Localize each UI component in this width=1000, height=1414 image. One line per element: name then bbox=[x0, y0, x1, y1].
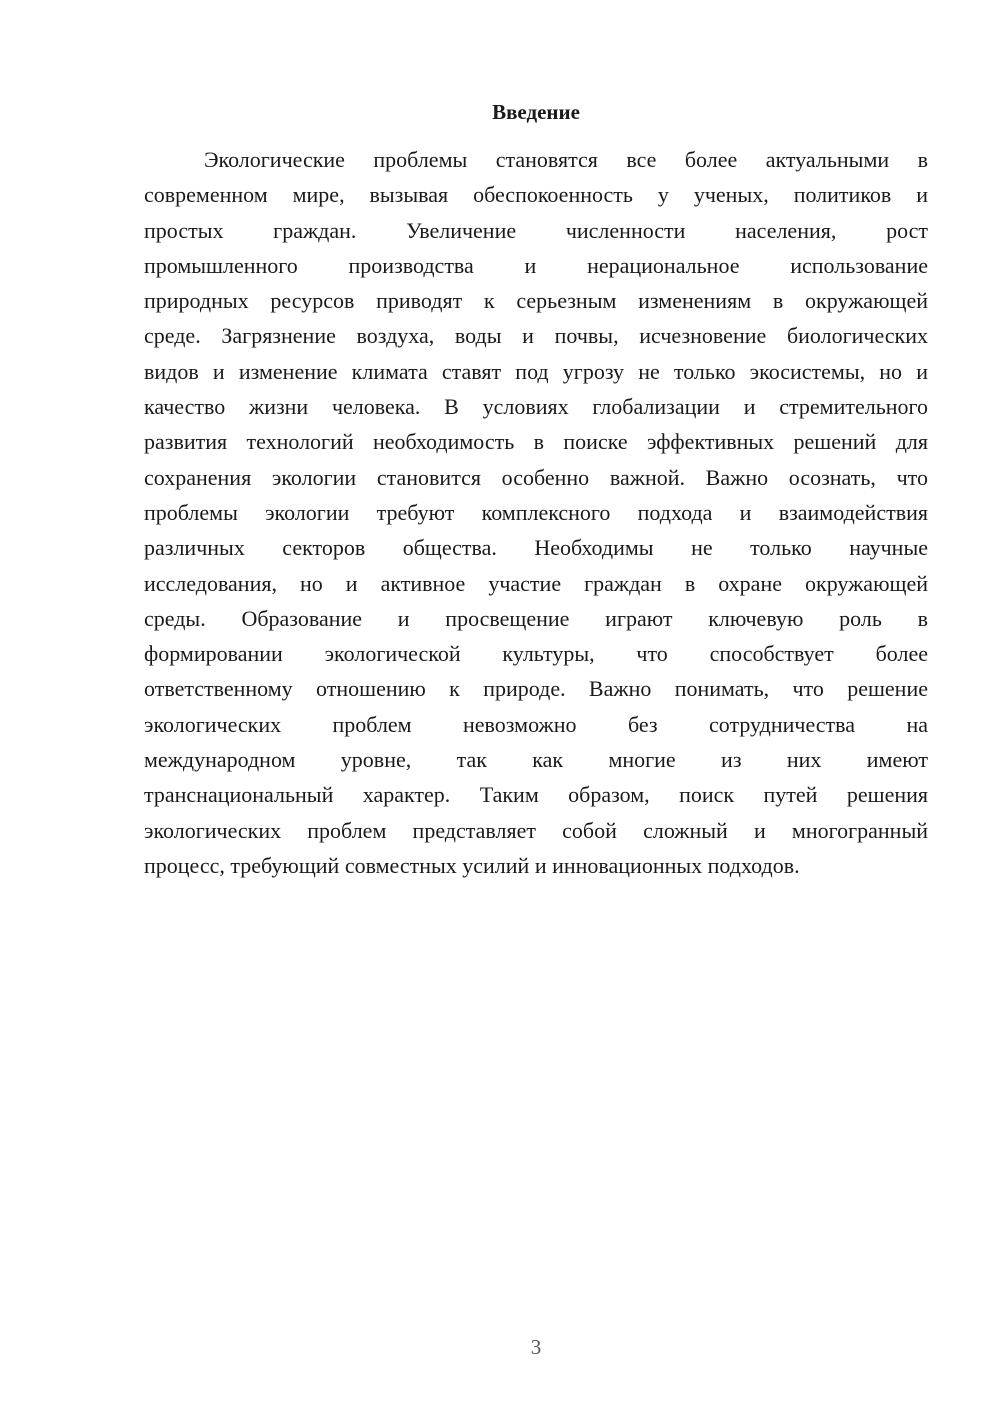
paragraph-line: промышленного производства и нерациональное использование bbox=[144, 252, 928, 278]
paragraph-line: экологических проблем представляет собой сложный и многогранный bbox=[144, 817, 928, 843]
paragraph-line: ответственному отношению к природе. Важно понимать, что решение bbox=[144, 676, 928, 702]
paragraph-line: среде. Загрязнение воздуха, воды и почвы, исчезновение биологических bbox=[144, 323, 928, 349]
paragraph-line: современном мире, вызывая обеспокоенность у ученых, политиков и bbox=[144, 182, 928, 208]
paragraph-line: транснациональный характер. Таким образом, поиск путей решения bbox=[144, 782, 928, 808]
paragraph-line: видов и изменение климата ставят под угрозу не только экосистемы, но и bbox=[144, 358, 928, 384]
paragraph-line: природных ресурсов приводят к серьезным изменениям в окружающей bbox=[144, 288, 928, 314]
paragraph-line: среды. Образование и просвещение играют ключевую роль в bbox=[144, 605, 928, 631]
paragraph-line: качество жизни человека. В условиях глобализации и стремительного bbox=[144, 394, 928, 420]
paragraph-line: простых граждан. Увеличение численности населения, рост bbox=[144, 217, 928, 243]
paragraph-line: процесс, требующий совместных усилий и инновационных подходов. bbox=[144, 852, 800, 878]
body-paragraph bbox=[144, 142, 928, 883]
paragraph-line: международном уровне, так как многие из них имеют bbox=[144, 747, 928, 773]
section-heading: Введение bbox=[492, 100, 580, 124]
paragraph-line: Экологические проблемы становятся все более актуальными в bbox=[204, 147, 928, 172]
page-number: 3 bbox=[530, 1335, 542, 1359]
paragraph-line: сохранения экологии становится особенно важной. Важно осознать, что bbox=[144, 464, 928, 490]
paragraph-line: различных секторов общества. Необходимы не только научные bbox=[144, 535, 928, 561]
paragraph-line: формировании экологической культуры, что способствует более bbox=[144, 641, 928, 667]
paragraph-line: исследования, но и активное участие граждан в охране окружающей bbox=[144, 570, 928, 596]
paragraph-line: экологических проблем невозможно без сотрудничества на bbox=[144, 711, 928, 737]
paragraph-line: проблемы экологии требуют комплексного подхода и взаимодействия bbox=[144, 499, 928, 525]
paragraph-line: развития технологий необходимость в поиске эффективных решений для bbox=[144, 429, 928, 455]
